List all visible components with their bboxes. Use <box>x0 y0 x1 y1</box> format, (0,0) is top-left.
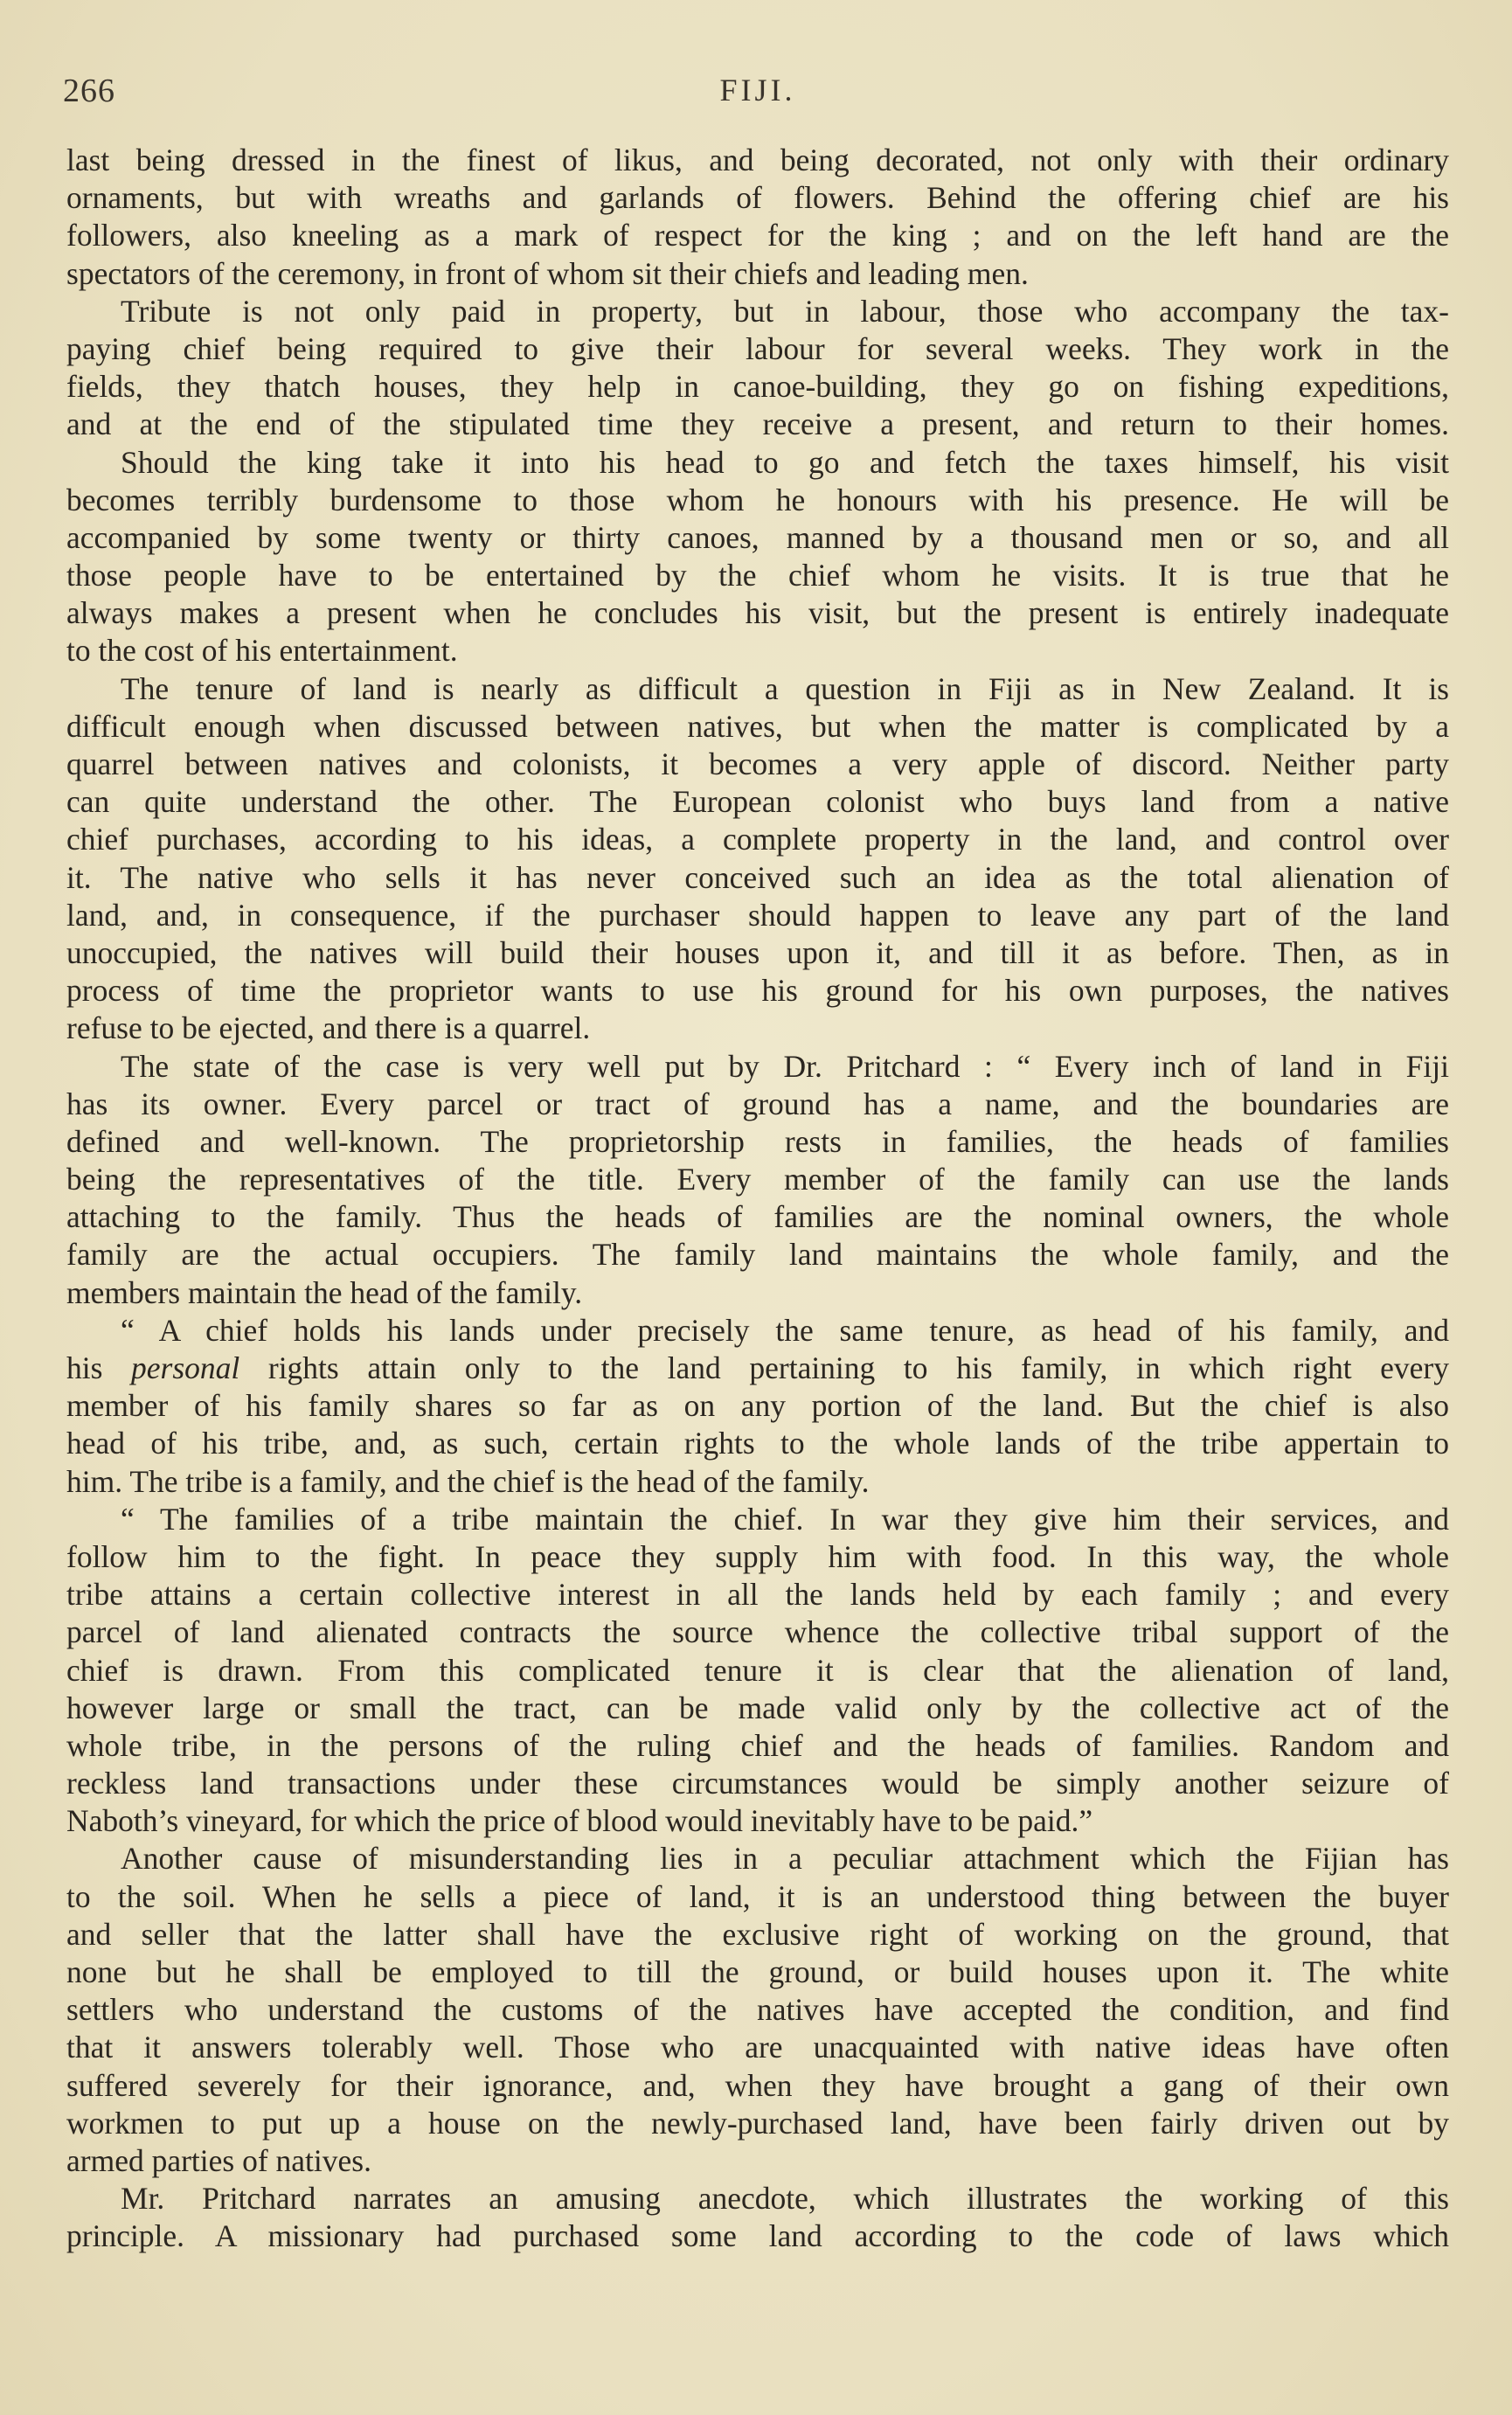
text-line: always makes a present when he concludes his visit, but the present is entirely inadequate <box>66 595 1449 631</box>
text-line: chief is drawn. From this complicated tenure it is clear that the alienation of land, <box>66 1652 1449 1688</box>
text-line: members maintain the head of the family. <box>66 1274 583 1310</box>
body-text <box>66 142 1449 2256</box>
line-start: his <box>66 1350 132 1385</box>
text-line: fields, they thatch houses, they help in canoe-building, they go on fishing expeditions, <box>66 369 1449 405</box>
text-line: attaching to the family. Thus the heads of families are the nominal owners, the whole <box>66 1199 1449 1235</box>
text-line: settlers who understand the customs of the natives have accepted the condition, and find <box>66 1992 1449 2028</box>
text-line: him. The tribe is a family, and the chief is the head of the family. <box>66 1463 870 1499</box>
text-line: has its owner. Every parcel or tract of ground has a name, and the boundaries are <box>66 1086 1449 1121</box>
text-line: to the cost of his entertainment. <box>66 633 458 669</box>
running-head: FIJI. <box>719 73 796 108</box>
text-line: can quite understand the other. The European colonist who buys land from a native <box>66 784 1449 820</box>
text-line: chief purchases, according to his ideas, a complete property in the land, and control over <box>66 822 1449 857</box>
text-line: reckless land transactions under these circumstances would be simply another seizure of <box>66 1766 1449 1801</box>
text-line: Should the king take it into his head to go and fetch the taxes himself, his visit <box>121 444 1449 480</box>
text-line: it. The native who sells it has never conceived such an idea as the total alienation of <box>66 859 1449 895</box>
text-line: those people have to be entertained by the chief whom he visits. It is true that he <box>66 558 1449 593</box>
text-line: The state of the case is very well put by Dr. Pritchard : “ Every inch of land in Fiji <box>121 1048 1449 1084</box>
italic-word: personal <box>131 1350 240 1385</box>
text-line: however large or small the tract, can be made valid only by the collective act of the <box>66 1690 1449 1725</box>
page-number: 266 <box>63 73 115 109</box>
text-line: none but he shall be employed to till the ground, or build houses upon it. The white <box>66 1954 1449 1989</box>
text-line: Mr. Pritchard narrates an amusing anecdote, which illustrates the working of this <box>121 2181 1449 2217</box>
text-line: whole tribe, in the persons of the ruling chief and the heads of families. Random and <box>66 1727 1449 1763</box>
text-line: and seller that the latter shall have the exclusive right of working on the ground, that <box>66 1916 1449 1952</box>
text-line: difficult enough when discussed between natives, but when the matter is complicated by a <box>66 708 1449 744</box>
text-line: Naboth’s vineyard, for which the price of blood would inevitably have to be paid.” <box>66 1803 1093 1839</box>
text-line: “ The families of a tribe maintain the chief. In war they give him their services, and <box>121 1501 1449 1537</box>
text-line: process of time the proprietor wants to use his ground for his own purposes, the natives <box>66 973 1449 1009</box>
text-line: The tenure of land is nearly as difficult a question in Fiji as in New Zealand. It is <box>121 670 1449 706</box>
text-line: ornaments, but with wreaths and garlands of flowers. Behind the offering chief are his <box>66 180 1449 216</box>
text-line: becomes terribly burdensome to those whom he honours with his presence. He will be <box>66 482 1449 517</box>
page-header <box>63 72 1453 124</box>
text-line: follow him to the fight. In peace they supply him with food. In this way, the whole <box>66 1538 1449 1574</box>
text-line: “ A chief holds his lands under precisely the same tenure, as head of his family, and <box>121 1312 1449 1348</box>
text-line: paying chief being required to give their labour for several weeks. They work in the <box>66 330 1449 366</box>
text-line: refuse to be ejected, and there is a quarrel. <box>66 1010 591 1046</box>
text-line: tribe attains a certain collective interest in all the lands held by each family ; and every <box>66 1577 1449 1613</box>
text-line: last being dressed in the finest of likus, and being decorated, not only with their ordinary <box>66 142 1449 177</box>
text-line: principle. A missionary had purchased some land according to the code of laws which <box>66 2218 1449 2254</box>
text-line: land, and, in consequence, if the purchaser should happen to leave any part of the land <box>66 897 1449 933</box>
text-line: Another cause of misunderstanding lies in a peculiar attachment which the Fijian has <box>121 1841 1449 1877</box>
text-line: head of his tribe, and, as such, certain rights to the whole lands of the tribe appertain to <box>66 1426 1449 1461</box>
text-line: workmen to put up a house on the newly-purchased land, have been fairly driven out by <box>66 2105 1449 2141</box>
text-line: followers, also kneeling as a mark of respect for the king ; and on the left hand are the <box>66 218 1449 253</box>
text-line: accompanied by some twenty or thirty canoes, manned by a thousand men or so, and all <box>66 519 1449 555</box>
text-line: defined and well-known. The proprietorship rests in families, the heads of families <box>66 1123 1449 1159</box>
text-line: that it answers tolerably well. Those who are unacquainted with native ideas have often <box>66 2030 1449 2065</box>
text-line: parcel of land alienated contracts the source whence the collective tribal support of the <box>66 1614 1449 1650</box>
text-line: armed parties of natives. <box>66 2142 371 2178</box>
text-line: to the soil. When he sells a piece of land, it is an understood thing between the buyer <box>66 1878 1449 1914</box>
text-line-with-italic <box>66 1350 1449 1387</box>
text-line: unoccupied, the natives will build their houses upon it, and till it as before. Then, as in <box>66 934 1449 970</box>
text-line: spectators of the ceremony, in front of whom sit their chiefs and leading men. <box>66 255 1029 291</box>
text-line: and at the end of the stipulated time they receive a present, and return to their homes. <box>66 406 1449 442</box>
text-line: being the representatives of the title. Every member of the family can use the lands <box>66 1162 1449 1197</box>
text-line: family are the actual occupiers. The family land maintains the whole family, and the <box>66 1237 1449 1273</box>
text-line: quarrel between natives and colonists, it becomes a very apple of discord. Neither party <box>66 746 1449 781</box>
text-line: member of his family shares so far as on any portion of the land. But the chief is also <box>66 1388 1449 1424</box>
text-line: Tribute is not only paid in property, but in labour, those who accompany the tax- <box>121 293 1449 329</box>
text-line: suffered severely for their ignorance, and, when they have brought a gang of their own <box>66 2067 1449 2103</box>
line-rest: rights attain only to the land pertaining to his family, in which right every <box>239 1350 1449 1385</box>
